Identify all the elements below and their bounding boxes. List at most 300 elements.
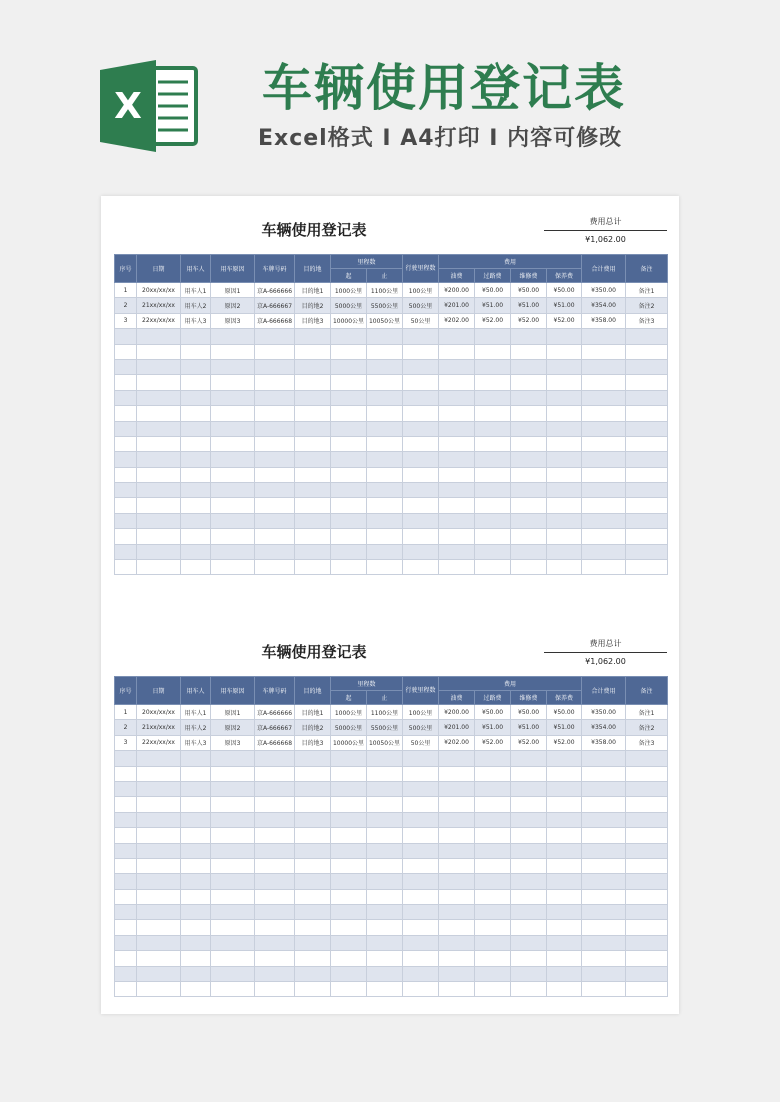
table-cell[interactable]: 21xx/xx/xx bbox=[137, 720, 181, 735]
table-cell[interactable] bbox=[626, 329, 668, 344]
table-cell[interactable] bbox=[295, 797, 331, 812]
table-cell[interactable] bbox=[511, 344, 547, 359]
table-cell[interactable]: 目的地1 bbox=[295, 283, 331, 298]
table-cell[interactable]: 原因1 bbox=[211, 705, 255, 720]
table-cell[interactable] bbox=[181, 751, 211, 766]
table-cell[interactable] bbox=[475, 858, 511, 873]
table-cell[interactable]: ¥51.00 bbox=[511, 720, 547, 735]
table-cell[interactable] bbox=[331, 344, 367, 359]
table-cell[interactable] bbox=[511, 436, 547, 451]
table-cell[interactable] bbox=[137, 406, 181, 421]
table-cell[interactable] bbox=[137, 920, 181, 935]
table-cell[interactable] bbox=[475, 483, 511, 498]
table-cell[interactable] bbox=[255, 905, 295, 920]
table-cell[interactable] bbox=[511, 951, 547, 966]
table-cell[interactable] bbox=[547, 951, 582, 966]
table-cell[interactable] bbox=[295, 467, 331, 482]
table-cell[interactable] bbox=[255, 781, 295, 796]
table-cell[interactable] bbox=[439, 812, 475, 827]
table-cell[interactable] bbox=[439, 951, 475, 966]
table-cell[interactable] bbox=[626, 935, 668, 950]
table-cell[interactable] bbox=[137, 329, 181, 344]
table-cell[interactable] bbox=[439, 406, 475, 421]
table-cell[interactable] bbox=[367, 436, 403, 451]
table-cell[interactable]: ¥50.00 bbox=[511, 705, 547, 720]
table-cell[interactable]: ¥51.00 bbox=[475, 298, 511, 313]
table-cell[interactable] bbox=[295, 858, 331, 873]
table-cell[interactable] bbox=[137, 359, 181, 374]
table-cell[interactable] bbox=[115, 874, 137, 889]
table-cell[interactable] bbox=[211, 874, 255, 889]
table-cell[interactable]: 10000公里 bbox=[331, 735, 367, 750]
table-cell[interactable] bbox=[331, 483, 367, 498]
table-cell[interactable] bbox=[211, 828, 255, 843]
table-cell[interactable] bbox=[582, 843, 626, 858]
table-cell[interactable] bbox=[331, 951, 367, 966]
table-cell[interactable] bbox=[439, 766, 475, 781]
table-cell[interactable] bbox=[255, 375, 295, 390]
table-cell[interactable] bbox=[547, 751, 582, 766]
table-cell[interactable]: 10000公里 bbox=[331, 313, 367, 328]
table-cell[interactable] bbox=[137, 452, 181, 467]
table-cell[interactable] bbox=[115, 529, 137, 544]
table-cell[interactable] bbox=[115, 390, 137, 405]
table-cell[interactable]: 备注1 bbox=[626, 705, 668, 720]
table-cell[interactable] bbox=[181, 406, 211, 421]
table-cell[interactable] bbox=[137, 390, 181, 405]
table-cell[interactable]: 目的地2 bbox=[295, 720, 331, 735]
table-cell[interactable] bbox=[295, 889, 331, 904]
table-cell[interactable] bbox=[331, 905, 367, 920]
table-cell[interactable] bbox=[475, 951, 511, 966]
table-cell[interactable] bbox=[626, 951, 668, 966]
table-cell[interactable] bbox=[115, 421, 137, 436]
table-cell[interactable] bbox=[626, 529, 668, 544]
table-cell[interactable] bbox=[439, 560, 475, 575]
table-cell[interactable] bbox=[255, 766, 295, 781]
table-cell[interactable] bbox=[331, 812, 367, 827]
table-cell[interactable]: ¥350.00 bbox=[582, 283, 626, 298]
table-cell[interactable] bbox=[367, 513, 403, 528]
table-cell[interactable] bbox=[582, 812, 626, 827]
table-cell[interactable]: 22xx/xx/xx bbox=[137, 735, 181, 750]
table-cell[interactable] bbox=[367, 812, 403, 827]
table-cell[interactable] bbox=[582, 935, 626, 950]
table-cell[interactable] bbox=[582, 905, 626, 920]
table-cell[interactable] bbox=[547, 982, 582, 997]
table-cell[interactable]: 用车人2 bbox=[181, 720, 211, 735]
table-cell[interactable]: 目的地3 bbox=[295, 313, 331, 328]
table-cell[interactable] bbox=[331, 467, 367, 482]
table-cell[interactable] bbox=[255, 390, 295, 405]
table-cell[interactable] bbox=[547, 529, 582, 544]
table-cell[interactable]: 50公里 bbox=[403, 313, 439, 328]
table-cell[interactable] bbox=[582, 529, 626, 544]
table-cell[interactable] bbox=[439, 843, 475, 858]
table-cell[interactable] bbox=[582, 781, 626, 796]
table-cell[interactable] bbox=[181, 329, 211, 344]
table-cell[interactable] bbox=[331, 889, 367, 904]
table-cell[interactable] bbox=[255, 406, 295, 421]
table-cell[interactable] bbox=[137, 966, 181, 981]
table-cell[interactable]: 原因2 bbox=[211, 298, 255, 313]
table-cell[interactable] bbox=[626, 966, 668, 981]
table-cell[interactable] bbox=[255, 544, 295, 559]
table-cell[interactable]: ¥51.00 bbox=[547, 298, 582, 313]
table-cell[interactable] bbox=[403, 452, 439, 467]
table-cell[interactable] bbox=[626, 843, 668, 858]
table-cell[interactable] bbox=[547, 436, 582, 451]
table-cell[interactable]: 10050公里 bbox=[367, 313, 403, 328]
table-cell[interactable] bbox=[475, 498, 511, 513]
table-cell[interactable] bbox=[181, 344, 211, 359]
table-cell[interactable] bbox=[403, 390, 439, 405]
table-cell[interactable] bbox=[403, 781, 439, 796]
table-cell[interactable] bbox=[181, 766, 211, 781]
table-cell[interactable] bbox=[403, 874, 439, 889]
table-cell[interactable] bbox=[211, 436, 255, 451]
table-cell[interactable] bbox=[403, 329, 439, 344]
table-cell[interactable] bbox=[403, 421, 439, 436]
table-cell[interactable]: 京A-666666 bbox=[255, 705, 295, 720]
table-cell[interactable] bbox=[181, 812, 211, 827]
table-cell[interactable]: ¥50.00 bbox=[475, 283, 511, 298]
table-cell[interactable] bbox=[181, 375, 211, 390]
table-cell[interactable] bbox=[115, 513, 137, 528]
table-cell[interactable] bbox=[439, 781, 475, 796]
table-cell[interactable] bbox=[331, 375, 367, 390]
table-cell[interactable] bbox=[439, 498, 475, 513]
table-cell[interactable] bbox=[211, 452, 255, 467]
table-cell[interactable] bbox=[403, 359, 439, 374]
table-cell[interactable] bbox=[295, 781, 331, 796]
table-cell[interactable] bbox=[255, 982, 295, 997]
table-cell[interactable] bbox=[181, 467, 211, 482]
table-cell[interactable] bbox=[115, 544, 137, 559]
table-cell[interactable]: ¥52.00 bbox=[475, 313, 511, 328]
table-cell[interactable] bbox=[115, 375, 137, 390]
table-cell[interactable] bbox=[137, 513, 181, 528]
table-cell[interactable]: 原因1 bbox=[211, 283, 255, 298]
table-cell[interactable] bbox=[211, 781, 255, 796]
table-cell[interactable] bbox=[367, 375, 403, 390]
table-cell[interactable] bbox=[211, 751, 255, 766]
table-cell[interactable] bbox=[181, 843, 211, 858]
table-cell[interactable] bbox=[331, 935, 367, 950]
table-cell[interactable] bbox=[626, 812, 668, 827]
table-cell[interactable] bbox=[137, 781, 181, 796]
table-cell[interactable] bbox=[511, 797, 547, 812]
table-cell[interactable]: 5500公里 bbox=[367, 298, 403, 313]
table-cell[interactable] bbox=[511, 982, 547, 997]
table-cell[interactable] bbox=[475, 452, 511, 467]
table-cell[interactable] bbox=[255, 483, 295, 498]
table-cell[interactable] bbox=[626, 828, 668, 843]
table-cell[interactable] bbox=[626, 498, 668, 513]
table-cell[interactable] bbox=[115, 781, 137, 796]
table-cell[interactable] bbox=[475, 390, 511, 405]
table-cell[interactable] bbox=[626, 421, 668, 436]
table-cell[interactable]: ¥50.00 bbox=[475, 705, 511, 720]
table-cell[interactable] bbox=[295, 828, 331, 843]
table-cell[interactable] bbox=[115, 951, 137, 966]
table-cell[interactable] bbox=[115, 797, 137, 812]
table-cell[interactable] bbox=[582, 406, 626, 421]
table-cell[interactable] bbox=[475, 935, 511, 950]
table-cell[interactable]: ¥52.00 bbox=[547, 735, 582, 750]
table-cell[interactable] bbox=[403, 766, 439, 781]
table-cell[interactable] bbox=[295, 390, 331, 405]
table-cell[interactable] bbox=[547, 344, 582, 359]
table-cell[interactable] bbox=[331, 390, 367, 405]
table-cell[interactable] bbox=[295, 843, 331, 858]
table-cell[interactable] bbox=[547, 467, 582, 482]
table-cell[interactable] bbox=[403, 751, 439, 766]
table-cell[interactable] bbox=[137, 951, 181, 966]
table-cell[interactable] bbox=[367, 951, 403, 966]
table-cell[interactable]: 京A-666667 bbox=[255, 298, 295, 313]
table-cell[interactable] bbox=[626, 406, 668, 421]
table-cell[interactable] bbox=[137, 344, 181, 359]
table-cell[interactable]: 1100公里 bbox=[367, 283, 403, 298]
table-cell[interactable] bbox=[367, 828, 403, 843]
table-cell[interactable] bbox=[626, 483, 668, 498]
table-cell[interactable] bbox=[115, 751, 137, 766]
table-cell[interactable]: ¥50.00 bbox=[547, 283, 582, 298]
table-cell[interactable] bbox=[626, 781, 668, 796]
table-cell[interactable] bbox=[255, 467, 295, 482]
table-cell[interactable] bbox=[475, 874, 511, 889]
table-cell[interactable] bbox=[547, 329, 582, 344]
table-cell[interactable] bbox=[367, 905, 403, 920]
table-cell[interactable] bbox=[547, 905, 582, 920]
table-cell[interactable] bbox=[295, 905, 331, 920]
table-cell[interactable] bbox=[295, 483, 331, 498]
table-cell[interactable] bbox=[626, 858, 668, 873]
table-cell[interactable]: 京A-666668 bbox=[255, 735, 295, 750]
table-cell[interactable] bbox=[547, 544, 582, 559]
table-cell[interactable] bbox=[211, 544, 255, 559]
table-cell[interactable] bbox=[439, 982, 475, 997]
table-cell[interactable] bbox=[255, 920, 295, 935]
table-cell[interactable]: 备注3 bbox=[626, 313, 668, 328]
table-cell[interactable] bbox=[295, 874, 331, 889]
table-cell[interactable] bbox=[511, 560, 547, 575]
table-cell[interactable] bbox=[181, 905, 211, 920]
table-cell[interactable] bbox=[403, 951, 439, 966]
table-cell[interactable] bbox=[511, 828, 547, 843]
table-cell[interactable] bbox=[255, 966, 295, 981]
table-cell[interactable] bbox=[255, 560, 295, 575]
table-cell[interactable] bbox=[137, 843, 181, 858]
table-cell[interactable]: 目的地1 bbox=[295, 705, 331, 720]
table-cell[interactable] bbox=[115, 905, 137, 920]
table-cell[interactable] bbox=[511, 390, 547, 405]
table-cell[interactable] bbox=[511, 905, 547, 920]
table-cell[interactable] bbox=[547, 766, 582, 781]
table-cell[interactable] bbox=[475, 544, 511, 559]
table-cell[interactable] bbox=[475, 529, 511, 544]
table-cell[interactable] bbox=[403, 920, 439, 935]
table-cell[interactable] bbox=[626, 390, 668, 405]
table-cell[interactable]: ¥52.00 bbox=[511, 735, 547, 750]
table-cell[interactable] bbox=[255, 874, 295, 889]
table-cell[interactable] bbox=[137, 560, 181, 575]
table-cell[interactable] bbox=[403, 889, 439, 904]
table-cell[interactable] bbox=[582, 544, 626, 559]
table-cell[interactable] bbox=[403, 436, 439, 451]
table-cell[interactable] bbox=[403, 858, 439, 873]
table-cell[interactable] bbox=[181, 951, 211, 966]
table-cell[interactable]: 1000公里 bbox=[331, 283, 367, 298]
table-cell[interactable] bbox=[181, 828, 211, 843]
table-cell[interactable] bbox=[439, 966, 475, 981]
table-cell[interactable] bbox=[115, 966, 137, 981]
table-cell[interactable] bbox=[181, 889, 211, 904]
table-cell[interactable] bbox=[547, 483, 582, 498]
table-cell[interactable] bbox=[295, 560, 331, 575]
table-cell[interactable] bbox=[582, 828, 626, 843]
table-cell[interactable] bbox=[211, 344, 255, 359]
table-cell[interactable] bbox=[582, 375, 626, 390]
table-cell[interactable] bbox=[211, 797, 255, 812]
table-cell[interactable]: 用车人3 bbox=[181, 313, 211, 328]
table-cell[interactable]: ¥52.00 bbox=[547, 313, 582, 328]
table-cell[interactable]: 原因3 bbox=[211, 735, 255, 750]
table-cell[interactable] bbox=[331, 982, 367, 997]
table-cell[interactable] bbox=[331, 560, 367, 575]
table-cell[interactable] bbox=[475, 766, 511, 781]
table-cell[interactable] bbox=[582, 874, 626, 889]
table-cell[interactable] bbox=[626, 436, 668, 451]
table-cell[interactable] bbox=[367, 344, 403, 359]
table-cell[interactable] bbox=[439, 329, 475, 344]
table-cell[interactable] bbox=[211, 560, 255, 575]
table-cell[interactable] bbox=[403, 513, 439, 528]
table-cell[interactable] bbox=[181, 529, 211, 544]
table-cell[interactable]: 京A-666666 bbox=[255, 283, 295, 298]
table-cell[interactable]: 20xx/xx/xx bbox=[137, 283, 181, 298]
table-cell[interactable] bbox=[511, 858, 547, 873]
table-cell[interactable] bbox=[211, 467, 255, 482]
table-cell[interactable] bbox=[211, 766, 255, 781]
table-cell[interactable] bbox=[115, 889, 137, 904]
table-cell[interactable] bbox=[331, 436, 367, 451]
table-cell[interactable] bbox=[255, 452, 295, 467]
table-cell[interactable] bbox=[181, 920, 211, 935]
table-cell[interactable] bbox=[439, 751, 475, 766]
table-cell[interactable] bbox=[403, 344, 439, 359]
table-cell[interactable] bbox=[331, 498, 367, 513]
table-cell[interactable] bbox=[367, 858, 403, 873]
table-cell[interactable] bbox=[211, 812, 255, 827]
table-cell[interactable] bbox=[582, 421, 626, 436]
table-cell[interactable] bbox=[137, 483, 181, 498]
table-cell[interactable] bbox=[626, 375, 668, 390]
table-cell[interactable] bbox=[582, 797, 626, 812]
table-cell[interactable] bbox=[403, 406, 439, 421]
table-cell[interactable]: ¥50.00 bbox=[547, 705, 582, 720]
table-cell[interactable] bbox=[582, 452, 626, 467]
table-cell[interactable] bbox=[626, 797, 668, 812]
table-cell[interactable] bbox=[582, 344, 626, 359]
table-cell[interactable]: 2 bbox=[115, 720, 137, 735]
table-cell[interactable] bbox=[547, 889, 582, 904]
table-cell[interactable] bbox=[439, 529, 475, 544]
table-cell[interactable] bbox=[582, 483, 626, 498]
table-cell[interactable] bbox=[475, 843, 511, 858]
table-cell[interactable] bbox=[403, 982, 439, 997]
table-cell[interactable] bbox=[582, 498, 626, 513]
table-cell[interactable] bbox=[295, 498, 331, 513]
table-cell[interactable] bbox=[331, 920, 367, 935]
table-cell[interactable] bbox=[475, 982, 511, 997]
table-cell[interactable] bbox=[331, 359, 367, 374]
table-cell[interactable] bbox=[255, 935, 295, 950]
table-cell[interactable] bbox=[137, 498, 181, 513]
table-cell[interactable] bbox=[255, 951, 295, 966]
table-cell[interactable]: ¥350.00 bbox=[582, 705, 626, 720]
table-cell[interactable] bbox=[137, 905, 181, 920]
table-cell[interactable] bbox=[211, 529, 255, 544]
table-cell[interactable] bbox=[439, 513, 475, 528]
table-cell[interactable] bbox=[211, 406, 255, 421]
table-cell[interactable] bbox=[475, 513, 511, 528]
table-cell[interactable] bbox=[626, 344, 668, 359]
table-cell[interactable] bbox=[626, 467, 668, 482]
table-cell[interactable] bbox=[295, 359, 331, 374]
table-cell[interactable] bbox=[439, 483, 475, 498]
table-cell[interactable] bbox=[547, 390, 582, 405]
table-cell[interactable] bbox=[295, 966, 331, 981]
table-cell[interactable]: 500公里 bbox=[403, 298, 439, 313]
table-cell[interactable] bbox=[547, 858, 582, 873]
table-cell[interactable] bbox=[367, 766, 403, 781]
table-cell[interactable]: 3 bbox=[115, 313, 137, 328]
table-cell[interactable]: 用车人3 bbox=[181, 735, 211, 750]
table-cell[interactable] bbox=[511, 889, 547, 904]
table-cell[interactable] bbox=[547, 797, 582, 812]
table-cell[interactable] bbox=[367, 920, 403, 935]
table-cell[interactable] bbox=[331, 828, 367, 843]
table-cell[interactable] bbox=[439, 544, 475, 559]
table-cell[interactable] bbox=[439, 920, 475, 935]
table-cell[interactable] bbox=[137, 766, 181, 781]
table-cell[interactable] bbox=[331, 529, 367, 544]
table-cell[interactable] bbox=[626, 751, 668, 766]
table-cell[interactable]: 10050公里 bbox=[367, 735, 403, 750]
table-cell[interactable] bbox=[137, 751, 181, 766]
table-cell[interactable] bbox=[367, 452, 403, 467]
table-cell[interactable] bbox=[295, 529, 331, 544]
table-cell[interactable] bbox=[255, 421, 295, 436]
table-cell[interactable] bbox=[137, 858, 181, 873]
table-cell[interactable] bbox=[367, 935, 403, 950]
table-cell[interactable] bbox=[547, 421, 582, 436]
table-cell[interactable] bbox=[115, 828, 137, 843]
table-cell[interactable] bbox=[331, 858, 367, 873]
table-cell[interactable] bbox=[626, 874, 668, 889]
table-cell[interactable] bbox=[403, 966, 439, 981]
table-cell[interactable] bbox=[582, 560, 626, 575]
table-cell[interactable] bbox=[367, 406, 403, 421]
table-cell[interactable] bbox=[295, 452, 331, 467]
table-cell[interactable] bbox=[511, 498, 547, 513]
table-cell[interactable] bbox=[403, 544, 439, 559]
table-cell[interactable] bbox=[255, 828, 295, 843]
table-cell[interactable] bbox=[367, 483, 403, 498]
table-cell[interactable] bbox=[475, 889, 511, 904]
